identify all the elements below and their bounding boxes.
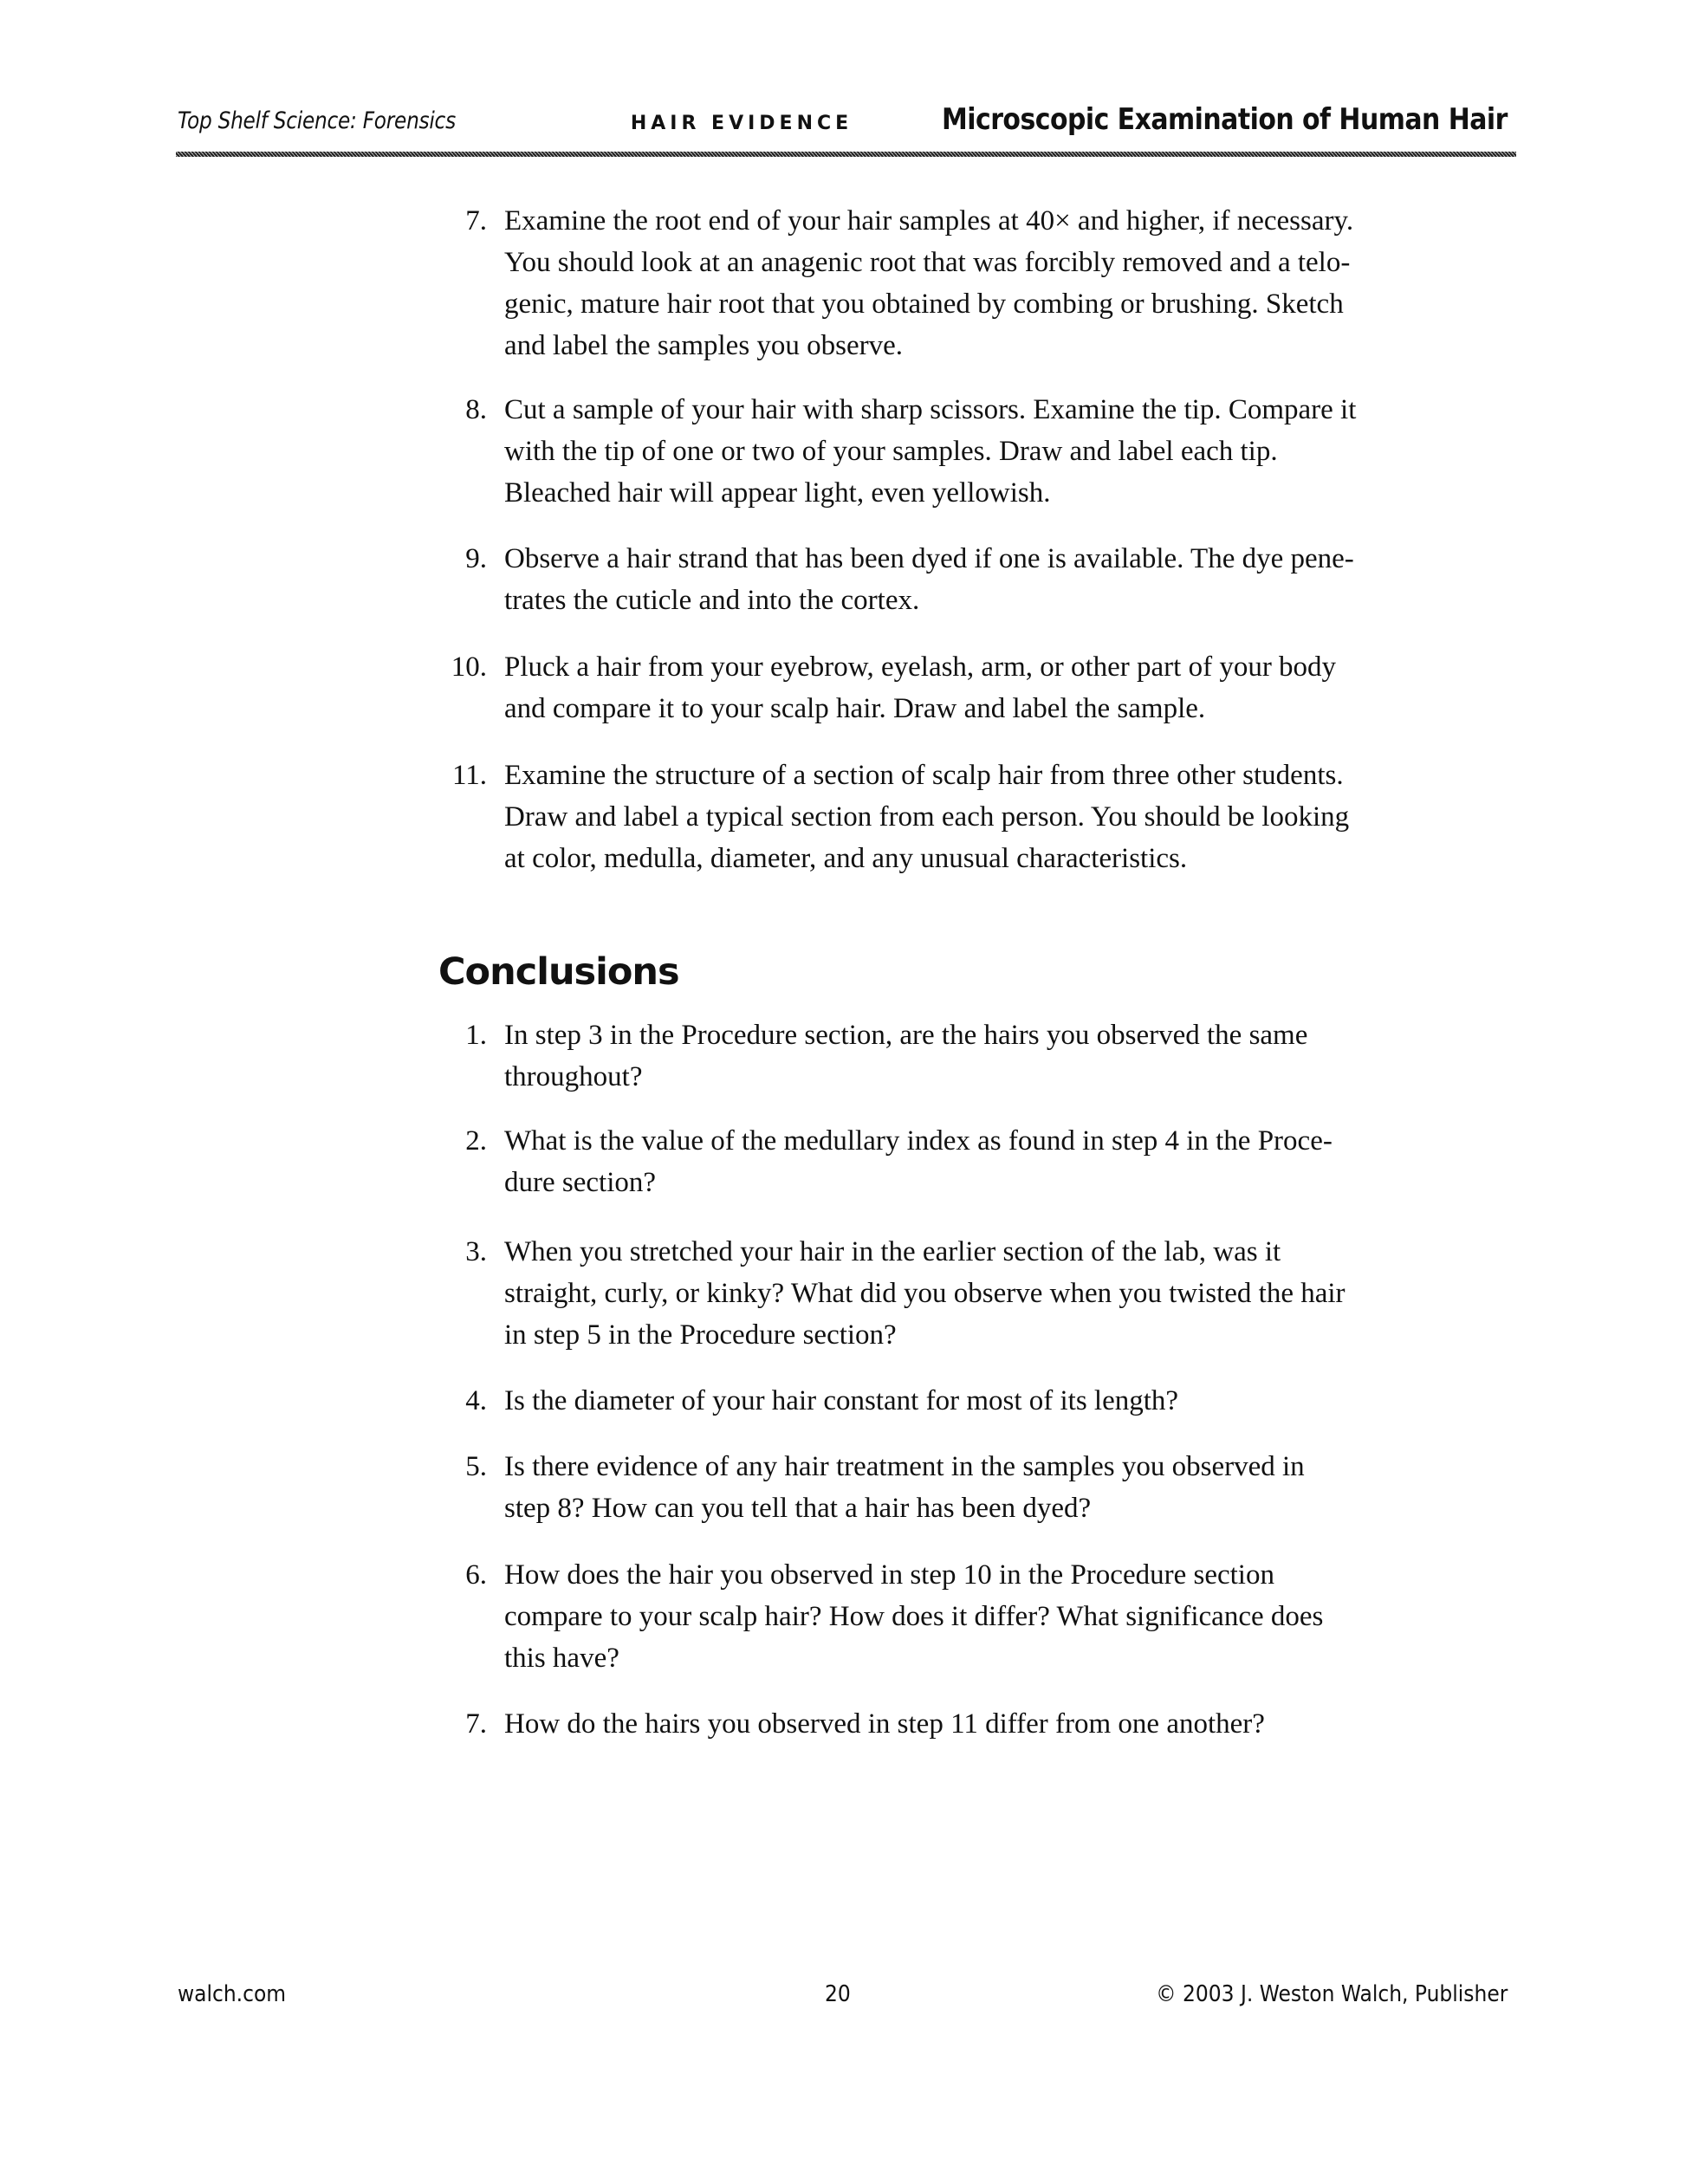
- item-number: 7.: [465, 1708, 487, 1740]
- page-number: 20: [825, 1981, 851, 2007]
- item-text-line: and compare it to your scalp hair. Draw and label the sample.: [504, 693, 1206, 724]
- item-text-line: What is the value of the medullary index as found in step 4 in the Proce-: [504, 1125, 1333, 1157]
- item-text-line: trates the cuticle and into the cortex.: [504, 585, 920, 616]
- item-text-line: How do the hairs you observed in step 11 differ from one another?: [504, 1708, 1265, 1740]
- item-text-line: Is there evidence of any hair treatment in the samples you observed in: [504, 1451, 1305, 1482]
- book-title: Top Shelf Science: Forensics: [178, 107, 456, 134]
- item-number: 2.: [465, 1125, 487, 1157]
- item-text-line: with the tip of one or two of your samples. Draw and label each tip.: [504, 436, 1278, 467]
- item-number: 6.: [465, 1559, 487, 1591]
- item-text-line: genic, mature hair root that you obtained by combing or brushing. Sketch: [504, 288, 1344, 320]
- item-number: 4.: [465, 1385, 487, 1416]
- item-number: 9.: [465, 543, 487, 574]
- item-text-line: Pluck a hair from your eyebrow, eyelash, arm, or other part of your body: [504, 651, 1337, 683]
- item-text-line: Observe a hair strand that has been dyed if one is available. The dye pene-: [504, 543, 1354, 574]
- item-text-line: In step 3 in the Procedure section, are the hairs you observed the same: [504, 1020, 1308, 1051]
- section-label: HAIR EVIDENCE: [630, 113, 853, 134]
- footer-website: walch.com: [178, 1981, 287, 2007]
- header-rule: [176, 152, 1516, 157]
- chapter-title: Microscopic Examination of Human Hair: [942, 102, 1508, 137]
- item-number: 10.: [451, 651, 487, 683]
- item-text-line: compare to your scalp hair? How does it differ? What significance does: [504, 1601, 1324, 1632]
- item-text-line: When you stretched your hair in the earlier section of the lab, was it: [504, 1236, 1281, 1267]
- item-number: 8.: [465, 394, 487, 425]
- item-text-line: Examine the structure of a section of scalp hair from three other students.: [504, 760, 1344, 791]
- item-text-line: dure section?: [504, 1167, 657, 1198]
- conclusions-heading: Conclusions: [438, 950, 679, 994]
- item-number: 5.: [465, 1451, 487, 1482]
- item-text-line: Bleached hair will appear light, even yellowish.: [504, 477, 1051, 509]
- item-number: 3.: [465, 1236, 487, 1267]
- running-header: [631, 100, 1508, 145]
- item-text-line: straight, curly, or kinky? What did you observe when you twisted the hair: [504, 1278, 1346, 1309]
- item-text-line: How does the hair you observed in step 10 in the Procedure section: [504, 1559, 1274, 1591]
- item-text-line: step 8? How can you tell that a hair has been dyed?: [504, 1493, 1092, 1524]
- item-number: 11.: [451, 760, 487, 791]
- item-number: 7.: [465, 205, 487, 237]
- footer-copyright: © 2003 J. Weston Walch, Publisher: [1155, 1981, 1508, 2007]
- item-text-line: this have?: [504, 1643, 619, 1674]
- item-text-line: Examine the root end of your hair samples at 40× and higher, if necessary.: [504, 205, 1354, 237]
- item-text-line: You should look at an anagenic root that was forcibly removed and a telo-: [504, 247, 1351, 278]
- item-text-line: Cut a sample of your hair with sharp scissors. Examine the tip. Compare it: [504, 394, 1357, 425]
- item-text-line: at color, medulla, diameter, and any unusual characteristics.: [504, 843, 1188, 874]
- item-number: 1.: [465, 1020, 487, 1051]
- item-text-line: and label the samples you observe.: [504, 330, 904, 361]
- item-text-line: throughout?: [504, 1061, 643, 1092]
- item-text-line: in step 5 in the Procedure section?: [504, 1319, 897, 1351]
- item-text-line: Is the diameter of your hair constant for most of its length?: [504, 1385, 1179, 1416]
- item-text-line: Draw and label a typical section from each person. You should be looking: [504, 801, 1350, 833]
